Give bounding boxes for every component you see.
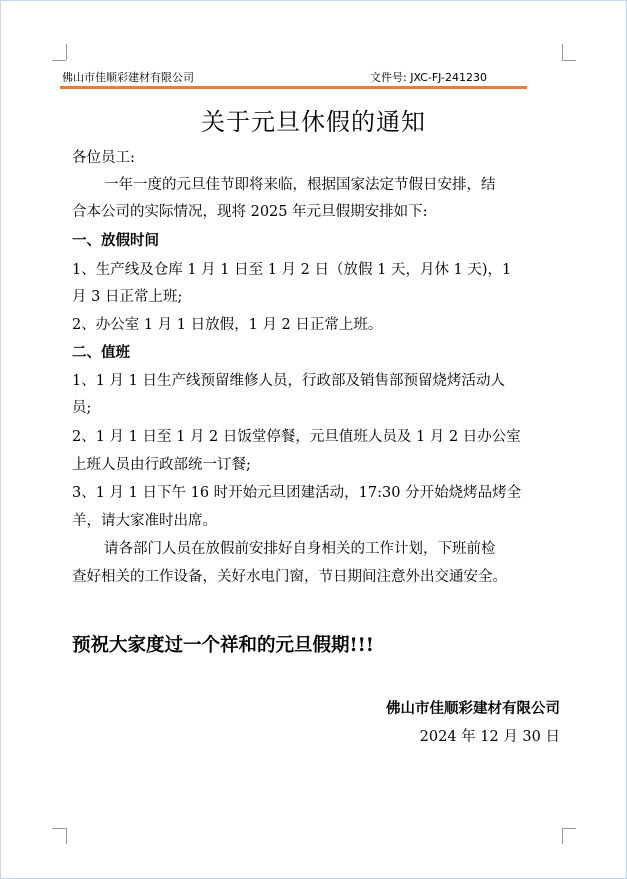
blessing-text: 预祝大家度过一个祥和的元旦假期!!! xyxy=(72,635,374,656)
header-rule xyxy=(60,86,527,89)
duty-item-1a: 1、1 月 1 日生产线预留维修人员，行政部及销售部预留烧烤活动人 xyxy=(72,373,506,389)
intro-line-1: 一年一度的元旦佳节即将来临，根据国家法定节假日安排，结 xyxy=(104,177,496,193)
document-title: 关于元旦休假的通知 xyxy=(201,108,426,136)
duty-item-2b: 上班人员由行政部统一订餐; xyxy=(72,457,251,473)
signature-company: 佛山市佳顺彩建材有限公司 xyxy=(386,700,560,717)
duty-item-3b: 羊，请大家准时出席。 xyxy=(72,513,217,529)
header-file-number: 文件号: JXC-FJ-241230 xyxy=(370,71,487,84)
holiday-item-2: 2、办公室 1 月 1 日放假，1 月 2 日正常上班。 xyxy=(72,317,383,333)
greeting: 各位员工: xyxy=(72,150,135,166)
holiday-item-1a: 1、生产线及仓库 1 月 1 日至 1 月 2 日（放假 1 天，月休 1 天)，1 xyxy=(72,262,512,278)
duty-item-1b: 员; xyxy=(72,400,92,416)
duty-item-3a: 3、1 月 1 日下午 16 时开始元旦团建活动，17:30 分开始烧烤品烤全 xyxy=(72,485,522,501)
section-heading-duty: 二、值班 xyxy=(72,344,130,361)
section-heading-holiday: 一、放假时间 xyxy=(72,232,159,249)
closing-line-2: 查好相关的工作设备，关好水电门窗，节日期间注意外出交通安全。 xyxy=(72,569,507,585)
intro-line-2: 合本公司的实际情况，现将 2025 年元旦假期安排如下: xyxy=(72,204,428,220)
header-company: 佛山市佳顺彩建材有限公司 xyxy=(62,71,194,84)
duty-item-2a: 2、1 月 1 日至 1 月 2 日饭堂停餐，元旦值班人员及 1 月 2 日办公室 xyxy=(72,429,521,445)
signature-date: 2024 年 12 月 30 日 xyxy=(419,729,560,745)
closing-line-1: 请各部门人员在放假前安排好自身相关的工作计划，下班前检 xyxy=(104,541,496,557)
holiday-item-1b: 月 3 日正常上班; xyxy=(72,289,183,305)
